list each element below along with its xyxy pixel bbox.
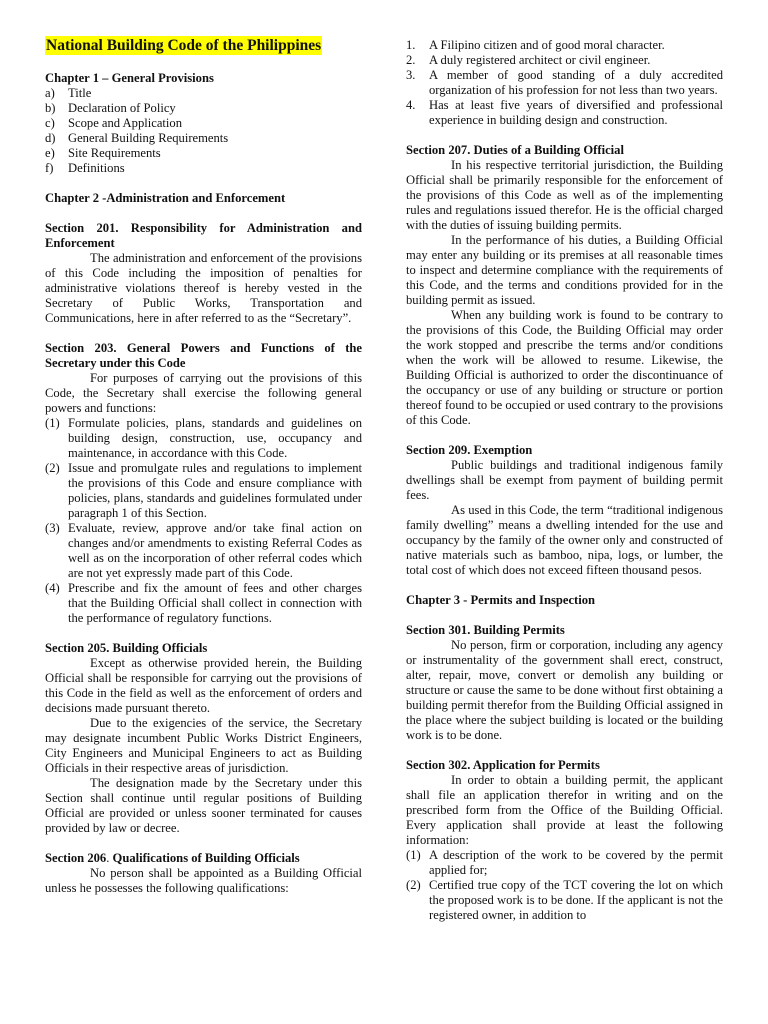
list-marker: (1)	[406, 848, 421, 862]
list-item	[45, 581, 362, 626]
section-205-paragraph: The designation made by the Secretary under this Section shall continue until regular positions of Building Official are provided or unless sooner terminated for causes provided by law or decree.	[45, 776, 362, 835]
list-text: Scope and Application	[68, 116, 183, 130]
list-item	[406, 38, 723, 53]
section-203-paragraph: For purposes of carrying out the provisions of this Code, the Secretary shall exercise the following general powers and functions:	[45, 371, 362, 415]
list-text: Site Requirements	[68, 146, 161, 160]
section-209-paragraph: As used in this Code, the term “traditional indigenous family dwelling” means a dwelling intended for the use and occupancy by the family of the owner only and constructed of native materials such as bamboo, nipa, logs, or lumber, the total cost of which does not exceed fifteen thousand pesos.	[406, 503, 723, 577]
section-209-paragraph: Public buildings and traditional indigenous family dwellings shall be exempt from payment of building permit fees.	[406, 458, 723, 502]
list-item	[45, 116, 362, 131]
section-201-heading: Section 201. Responsibility for Administration and Enforcement	[45, 221, 362, 250]
chapter2-heading: Chapter 2 -Administration and Enforcement	[45, 191, 286, 205]
list-text: Formulate policies, plans, standards and guidelines on building design, construction, use, occupancy and maintenance, in accordance with this Code.	[68, 416, 362, 460]
list-item	[406, 848, 723, 878]
list-text: General Building Requirements	[68, 131, 229, 145]
document-title: National Building Code of the Philippines	[46, 37, 322, 54]
list-item	[45, 521, 362, 581]
list-text: A duly registered architect or civil engineer.	[429, 53, 651, 67]
section-201-paragraph: The administration and enforcement of the provisions of this Code including the imposition of penalties for administrative violations thereof is hereby vested in the Secretary of Public Works, Transportation and Communications, here in after referred to as the “Secretary”.	[45, 251, 362, 325]
list-item	[45, 161, 362, 176]
left-column	[45, 36, 362, 896]
list-text: Certified true copy of the TCT covering the lot on which the proposed work is to be done. If the applicant is not the registered owner, in addition to	[429, 878, 723, 922]
list-marker: (2)	[406, 878, 421, 892]
list-item	[406, 68, 723, 98]
list-item	[406, 878, 723, 923]
section-301-paragraph: No person, firm or corporation, including any agency or instrumentality of the government shall erect, construct, alter, repair, move, convert or demolish any building or structure or cause the same to be done without first obtaining a building permit therefor from the Building Official assigned in the place where the subject building is located or the building work is to be done.	[406, 638, 723, 742]
list-marker: f)	[45, 161, 54, 175]
section-302-heading: Section 302. Application for Permits	[406, 758, 600, 772]
section-203-list	[45, 416, 362, 626]
section-205-heading: Section 205. Building Officials	[45, 641, 208, 655]
section-302-paragraph: In order to obtain a building permit, the applicant shall file an application therefor in writing and on the prescribed form from the Office of the Building Official. Every application shall provide at least the following information:	[406, 773, 723, 847]
list-text: A member of good standing of a duly accredited organization of his profession for not less than two years.	[429, 68, 723, 97]
section-205-paragraph: Except as otherwise provided herein, the Building Official shall be responsible for carrying out the provisions of this Code in the field as well as the enforcement of orders and decisions made pursuant thereto.	[45, 656, 362, 715]
section-207-paragraph: In the performance of his duties, a Building Official may enter any building or its premises at all reasonable times to inspect and determine compliance with the requirements of this Code, and the terms and conditions provided for in the building permit as issued.	[406, 233, 723, 307]
section-206-list	[406, 38, 723, 128]
list-marker: 3.	[406, 68, 416, 82]
list-text: Prescribe and fix the amount of fees and other charges that the Building Official shall collect in connection with the performance of regulatory functions.	[68, 581, 362, 625]
section-206-heading	[45, 851, 362, 866]
list-item	[45, 461, 362, 521]
section-206-paragraph: No person shall be appointed as a Building Official unless he possesses the following qualifications:	[45, 866, 362, 895]
right-column	[406, 38, 723, 923]
section-207-paragraph: When any building work is found to be contrary to the provisions of this Code, the Building Official may order the work stopped and prescribe the terms and/or conditions when the work will be allowed to resume. Likewise, the Building Official is authorized to order the discontinuance of the occupancy or use of any building or structure or portion thereof found to be occupied or used contrary to the provisions of this Code.	[406, 308, 723, 427]
list-text: A Filipino citizen and of good moral character.	[429, 38, 665, 52]
section-207-heading: Section 207. Duties of a Building Official	[406, 143, 624, 157]
list-item	[45, 146, 362, 161]
list-text: Has at least five years of diversified and professional experience in building design and construction.	[429, 98, 723, 127]
section-206-dot: .	[106, 851, 110, 865]
list-marker: c)	[45, 116, 55, 130]
list-marker: (1)	[45, 416, 60, 430]
list-item	[45, 416, 362, 461]
section-301-heading: Section 301. Building Permits	[406, 623, 565, 637]
list-marker: e)	[45, 146, 55, 160]
section-209-heading: Section 209. Exemption	[406, 443, 533, 457]
list-marker: 2.	[406, 53, 416, 67]
list-item	[406, 98, 723, 128]
section-206-title: Qualifications of Building Officials	[109, 851, 300, 865]
list-marker: (2)	[45, 461, 60, 475]
chapter1-heading: Chapter 1 – General Provisions	[45, 71, 214, 85]
list-item	[406, 53, 723, 68]
section-205-paragraph: Due to the exigencies of the service, the Secretary may designate incumbent Public Works District Engineers, City Engineers and Municipal Engineers to act as Building Officials in their respective areas of jurisdiction.	[45, 716, 362, 775]
list-text: Definitions	[68, 161, 125, 175]
list-item	[45, 101, 362, 116]
list-item	[45, 86, 362, 101]
list-marker: 1.	[406, 38, 416, 52]
list-marker: d)	[45, 131, 56, 145]
list-marker: (3)	[45, 521, 60, 535]
chapter3-heading: Chapter 3 - Permits and Inspection	[406, 593, 596, 607]
list-text: Issue and promulgate rules and regulations to implement the provisions of this Code and ensure compliance with policies, plans, standards and guidelines formulated under paragraph 1 of this Section.	[68, 461, 362, 520]
list-marker: (4)	[45, 581, 60, 595]
list-text: Declaration of Policy	[68, 101, 176, 115]
list-marker: b)	[45, 101, 56, 115]
list-text: Evaluate, review, approve and/or take final action on changes and/or amendments to existing Referral Codes as well as on the incorporation of other referral codes which are not yet expressly made part of this Code.	[68, 521, 362, 580]
chapter1-list	[45, 86, 362, 176]
list-text: Title	[68, 86, 92, 100]
list-marker: a)	[45, 86, 55, 100]
list-item	[45, 131, 362, 146]
section-206-number: Section 206	[45, 851, 107, 865]
section-302-list	[406, 848, 723, 923]
list-marker: 4.	[406, 98, 416, 112]
section-207-paragraph: In his respective territorial jurisdiction, the Building Official shall be primarily responsible for the enforcement of the provisions of this Code as well as of the implementing rules and regulations issued therefor. He is the official charged with the duties of issuing building permits.	[406, 158, 723, 232]
section-203-heading: Section 203. General Powers and Functions of the Secretary under this Code	[45, 341, 362, 370]
list-text: A description of the work to be covered by the permit applied for;	[429, 848, 723, 877]
